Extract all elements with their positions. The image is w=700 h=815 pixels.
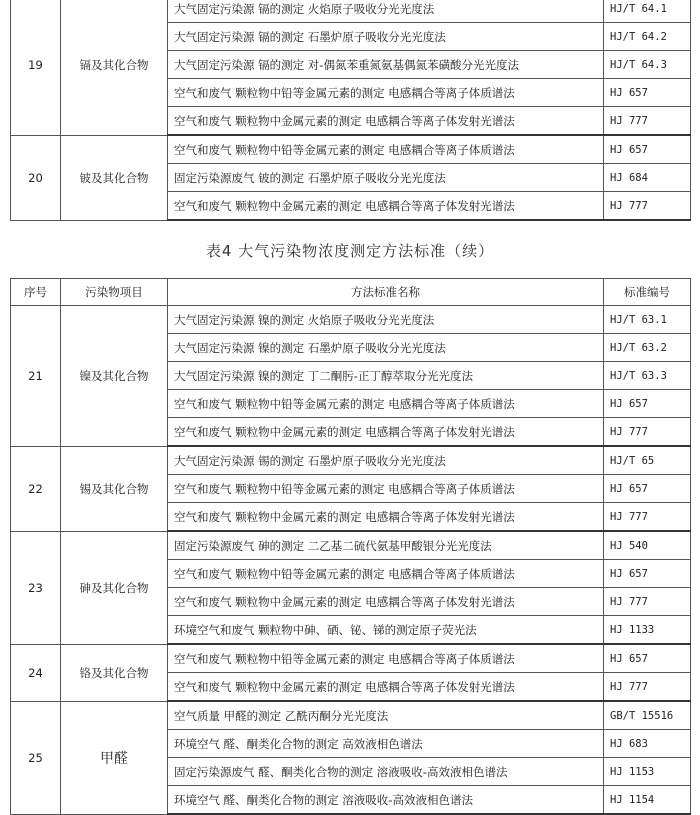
standard-number: HJ/T 63.3 bbox=[604, 362, 691, 390]
pollutant-name: 砷及其化合物 bbox=[61, 531, 168, 644]
method-name: 空气和废气 颗粒物中铅等金属元素的测定 电感耦合等离子体质谱法 bbox=[168, 79, 604, 107]
standard-number: GB/T 15516 bbox=[604, 701, 691, 730]
header-pollutant: 污染物项目 bbox=[61, 279, 168, 306]
serial-number: 20 bbox=[11, 135, 61, 220]
table-row bbox=[11, 644, 691, 673]
standard-number: HJ 657 bbox=[604, 644, 691, 673]
table-row bbox=[11, 701, 691, 730]
method-name: 空气质量 甲醛的测定 乙酰丙酮分光光度法 bbox=[168, 701, 604, 730]
pollutant-name: 镍及其化合物 bbox=[61, 306, 168, 447]
standard-number: HJ 657 bbox=[604, 475, 691, 503]
table-row bbox=[11, 446, 691, 475]
method-name: 大气固定污染源 镉的测定 石墨炉原子吸收分光光度法 bbox=[168, 23, 604, 51]
pollutant-name: 铍及其化合物 bbox=[61, 135, 168, 220]
method-name: 固定污染源废气 铍的测定 石墨炉原子吸收分光光度法 bbox=[168, 164, 604, 192]
standard-number: HJ 1153 bbox=[604, 758, 691, 786]
serial-number: 19 bbox=[11, 0, 61, 135]
standard-number: HJ/T 64.2 bbox=[604, 23, 691, 51]
standard-number: HJ 777 bbox=[604, 673, 691, 702]
standard-number: HJ/T 65 bbox=[604, 446, 691, 475]
method-name: 空气和废气 颗粒物中金属元素的测定 电感耦合等离子体发射光谱法 bbox=[168, 588, 604, 616]
header-std: 标准编号 bbox=[604, 279, 691, 306]
method-name: 环境空气 醛、酮类化合物的测定 高效液相色谱法 bbox=[168, 730, 604, 758]
header-method: 方法标准名称 bbox=[168, 279, 604, 306]
method-name: 空气和废气 颗粒物中铅等金属元素的测定 电感耦合等离子体质谱法 bbox=[168, 475, 604, 503]
table-row bbox=[11, 306, 691, 334]
standard-number: HJ/T 64.3 bbox=[604, 51, 691, 79]
method-name: 空气和废气 颗粒物中金属元素的测定 电感耦合等离子体发射光谱法 bbox=[168, 107, 604, 136]
standard-number: HJ 777 bbox=[604, 192, 691, 221]
serial-number: 22 bbox=[11, 446, 61, 531]
method-name: 空气和废气 颗粒物中铅等金属元素的测定 电感耦合等离子体质谱法 bbox=[168, 135, 604, 164]
method-name: 环境空气和废气 颗粒物中砷、硒、铋、锑的测定原子荧光法 bbox=[168, 616, 604, 645]
method-name: 空气和废气 颗粒物中金属元素的测定 电感耦合等离子体发射光谱法 bbox=[168, 418, 604, 447]
serial-number: 24 bbox=[11, 644, 61, 701]
pollutant-name: 甲醛 bbox=[61, 701, 168, 814]
method-name: 空气和废气 颗粒物中金属元素的测定 电感耦合等离子体发射光谱法 bbox=[168, 673, 604, 702]
standard-number: HJ 683 bbox=[604, 730, 691, 758]
standard-number: HJ/T 63.2 bbox=[604, 334, 691, 362]
header-num: 序号 bbox=[11, 279, 61, 306]
standard-number: HJ 777 bbox=[604, 418, 691, 447]
method-name: 空气和废气 颗粒物中金属元素的测定 电感耦合等离子体发射光谱法 bbox=[168, 503, 604, 532]
standard-number: HJ/T 63.1 bbox=[604, 306, 691, 334]
method-name: 大气固定污染源 镍的测定 火焰原子吸收分光光度法 bbox=[168, 306, 604, 334]
method-name: 空气和废气 颗粒物中铅等金属元素的测定 电感耦合等离子体质谱法 bbox=[168, 644, 604, 673]
method-name: 空气和废气 颗粒物中金属元素的测定 电感耦合等离子体发射光谱法 bbox=[168, 192, 604, 221]
standards-table bbox=[10, 278, 691, 815]
standard-number: HJ 657 bbox=[604, 79, 691, 107]
method-name: 固定污染源废气 砷的测定 二乙基二硫代氨基甲酸银分光光度法 bbox=[168, 531, 604, 560]
standard-number: HJ 657 bbox=[604, 560, 691, 588]
method-name: 大气固定污染源 镍的测定 丁二酮肟-正丁醇萃取分光光度法 bbox=[168, 362, 604, 390]
pollutant-name: 铬及其化合物 bbox=[61, 644, 168, 701]
standard-number: HJ 777 bbox=[604, 503, 691, 532]
table-row bbox=[11, 531, 691, 560]
standard-number: HJ 657 bbox=[604, 135, 691, 164]
standard-number: HJ 657 bbox=[604, 390, 691, 418]
serial-number: 21 bbox=[11, 306, 61, 447]
standard-number: HJ 777 bbox=[604, 107, 691, 136]
method-name: 固定污染源废气 醛、酮类化合物的测定 溶液吸收-高效液相色谱法 bbox=[168, 758, 604, 786]
serial-number: 23 bbox=[11, 531, 61, 644]
table-row bbox=[11, 135, 691, 164]
standard-number: HJ 540 bbox=[604, 531, 691, 560]
standard-number: HJ 684 bbox=[604, 164, 691, 192]
standard-number: HJ 1133 bbox=[604, 616, 691, 645]
table-row bbox=[11, 0, 691, 23]
table-body-top bbox=[11, 0, 691, 220]
standard-number: HJ 1154 bbox=[604, 786, 691, 815]
method-name: 空气和废气 颗粒物中铅等金属元素的测定 电感耦合等离子体质谱法 bbox=[168, 390, 604, 418]
pollutant-name: 锡及其化合物 bbox=[61, 446, 168, 531]
standard-number: HJ/T 64.1 bbox=[604, 0, 691, 23]
method-name: 环境空气 醛、酮类化合物的测定 溶液吸收-高效液相色谱法 bbox=[168, 786, 604, 815]
serial-number: 25 bbox=[11, 701, 61, 814]
standards-table-continued-top bbox=[10, 0, 691, 221]
table-body-bottom bbox=[11, 306, 691, 815]
pollutant-name: 镉及其化合物 bbox=[61, 0, 168, 135]
standard-number: HJ 777 bbox=[604, 588, 691, 616]
method-name: 大气固定污染源 镍的测定 石墨炉原子吸收分光光度法 bbox=[168, 334, 604, 362]
table-title: 表4 大气污染物浓度测定方法标准（续） bbox=[205, 242, 495, 260]
table-header-row bbox=[11, 279, 691, 306]
method-name: 大气固定污染源 镉的测定 对-偶氮苯重氮氨基偶氮苯磺酸分光光度法 bbox=[168, 51, 604, 79]
method-name: 大气固定污染源 镉的测定 火焰原子吸收分光光度法 bbox=[168, 0, 604, 23]
method-name: 大气固定污染源 锡的测定 石墨炉原子吸收分光光度法 bbox=[168, 446, 604, 475]
method-name: 空气和废气 颗粒物中铅等金属元素的测定 电感耦合等离子体质谱法 bbox=[168, 560, 604, 588]
